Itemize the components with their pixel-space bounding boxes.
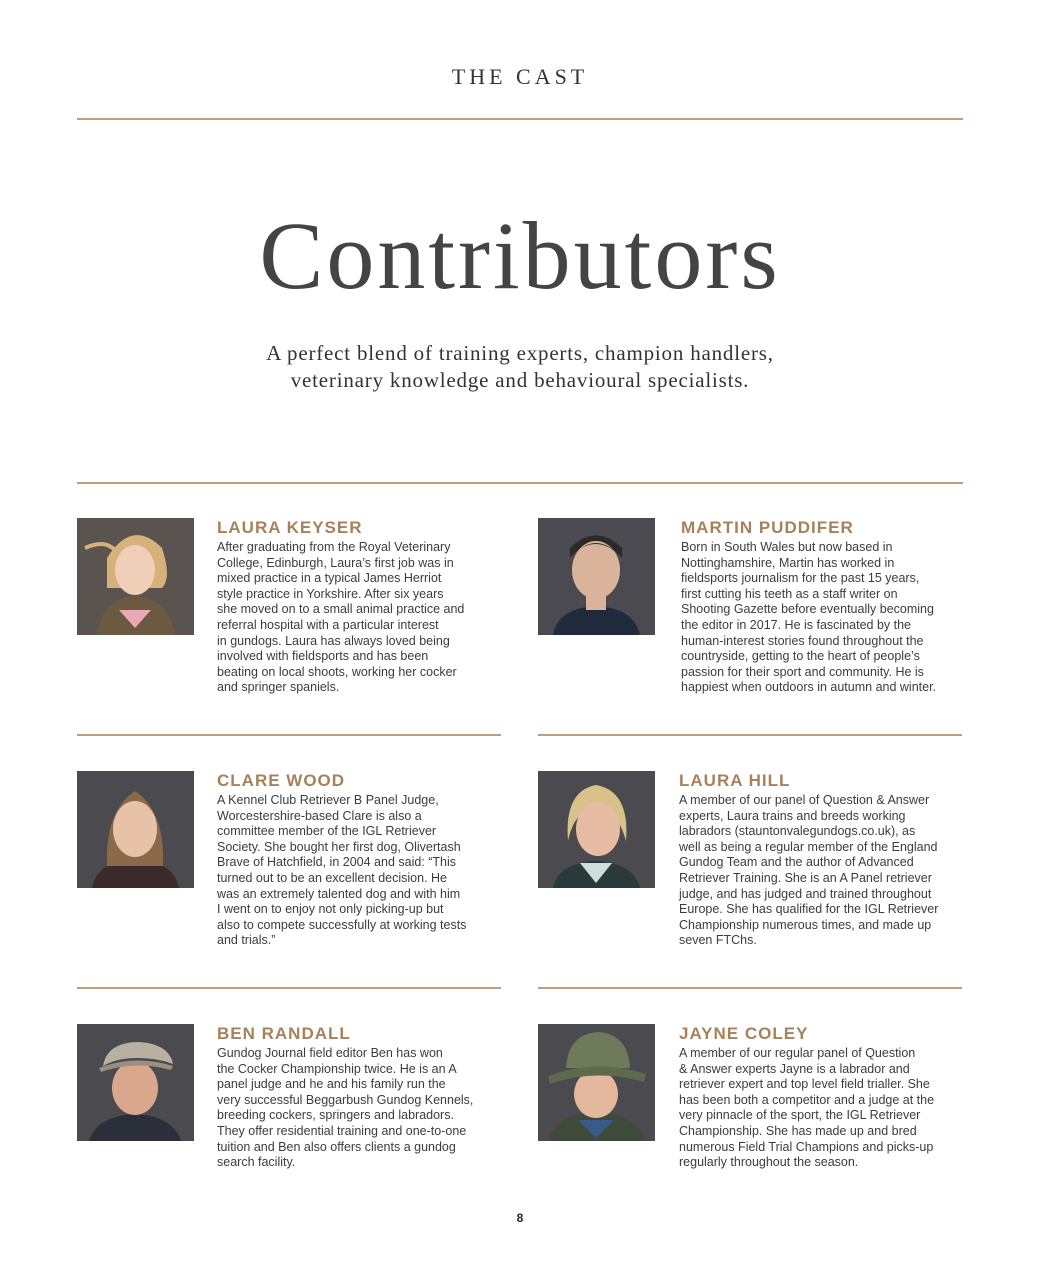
contributor-bio: A member of our panel of Question & Answer experts, Laura trains and breeds working labradors (stauntonvalegundogs.co.uk), as well as being a regular member of the England Gundog Team and the author of Advanced Retriever Training. She is an A Panel retriever judge, and has judged and trained throughout Europe. She has qualified for the IGL Retriever Championship numerous times, and made up seven FTChs. [679,793,939,948]
contributor-name: MARTIN PUDDIFER [681,518,854,537]
section-divider [77,482,963,484]
contributor-bio: Gundog Journal field editor Ben has won the Cocker Championship twice. He is an A panel judge and he and his family run the very successful Beggarbush Gundog Kennels, breeding cockers, springers and labradors. They offer residential training and one-to-one tuition and Ben also offers clients a gundog search facility. [217,1046,474,1170]
contributor-photo [538,771,655,888]
contributor-name: LAURA KEYSER [217,518,363,537]
contributor-photo [77,518,194,635]
row-divider [77,987,501,989]
contributor-photo [538,1024,655,1141]
section-label: THE CAST [451,64,589,89]
contributor-bio: A member of our regular panel of Question & Answer experts Jayne is a labrador and retriever expert and top level field trialler. She has been both a competitor and a judge at the very pinnacle of the sport, the IGL Retriever Championship. She has made up and bred numerous Field Trial Champions and picks-up regularly throughout the season. [679,1046,935,1170]
contributor-photo [538,518,655,635]
contributor-bio: After graduating from the Royal Veterinary College, Edinburgh, Laura’s first job was in mixed practice in a typical James Herriot style practice in Yorkshire. After six years she moved on to a small animal practice and referral hospital with a particular interest in gundogs. Laura has always loved being involved with fieldsports and has been beating on local shoots, working her cocker and springer spaniels. [217,540,465,695]
page-title: Contributors [259,202,781,309]
row-divider [77,734,501,736]
contributor-bio: Born in South Wales but now based in Nottinghamshire, Martin has worked in fieldsports journalism for the past 15 years, first cutting his teeth as a staff writer on Shooting Gazette before eventually becoming the editor in 2017. He is fascinated by the human-interest stories found throughout the countryside, getting to the heart of people’s passion for their sport and community. He is happiest when outdoors in autumn and winter. [681,540,937,695]
contributor-photo [77,771,194,888]
row-divider [538,734,962,736]
contributor-photo [77,1024,194,1141]
contributor-name: JAYNE COLEY [679,1024,809,1043]
contributor-name: LAURA HILL [679,771,791,790]
page-number: 8 [516,1211,524,1225]
page-subtitle: A perfect blend of training experts, champion handlers, veterinary knowledge and behavioural specialists. [266,341,774,392]
contributor-name: CLARE WOOD [217,771,346,790]
row-divider [538,987,962,989]
contributor-bio: A Kennel Club Retriever B Panel Judge, Worcestershire-based Clare is also a committee member of the IGL Retriever Society. She bought her first dog, Olivertash Brave of Hatchfield, in 2004 and said: “This turned out to be an excellent decision. He was an extremely talented dog and with him I went on to enjoy not only picking-up but also to compete successfully at working tests and trials.” [217,793,467,948]
header-divider [77,118,963,120]
contributor-name: BEN RANDALL [217,1024,351,1043]
